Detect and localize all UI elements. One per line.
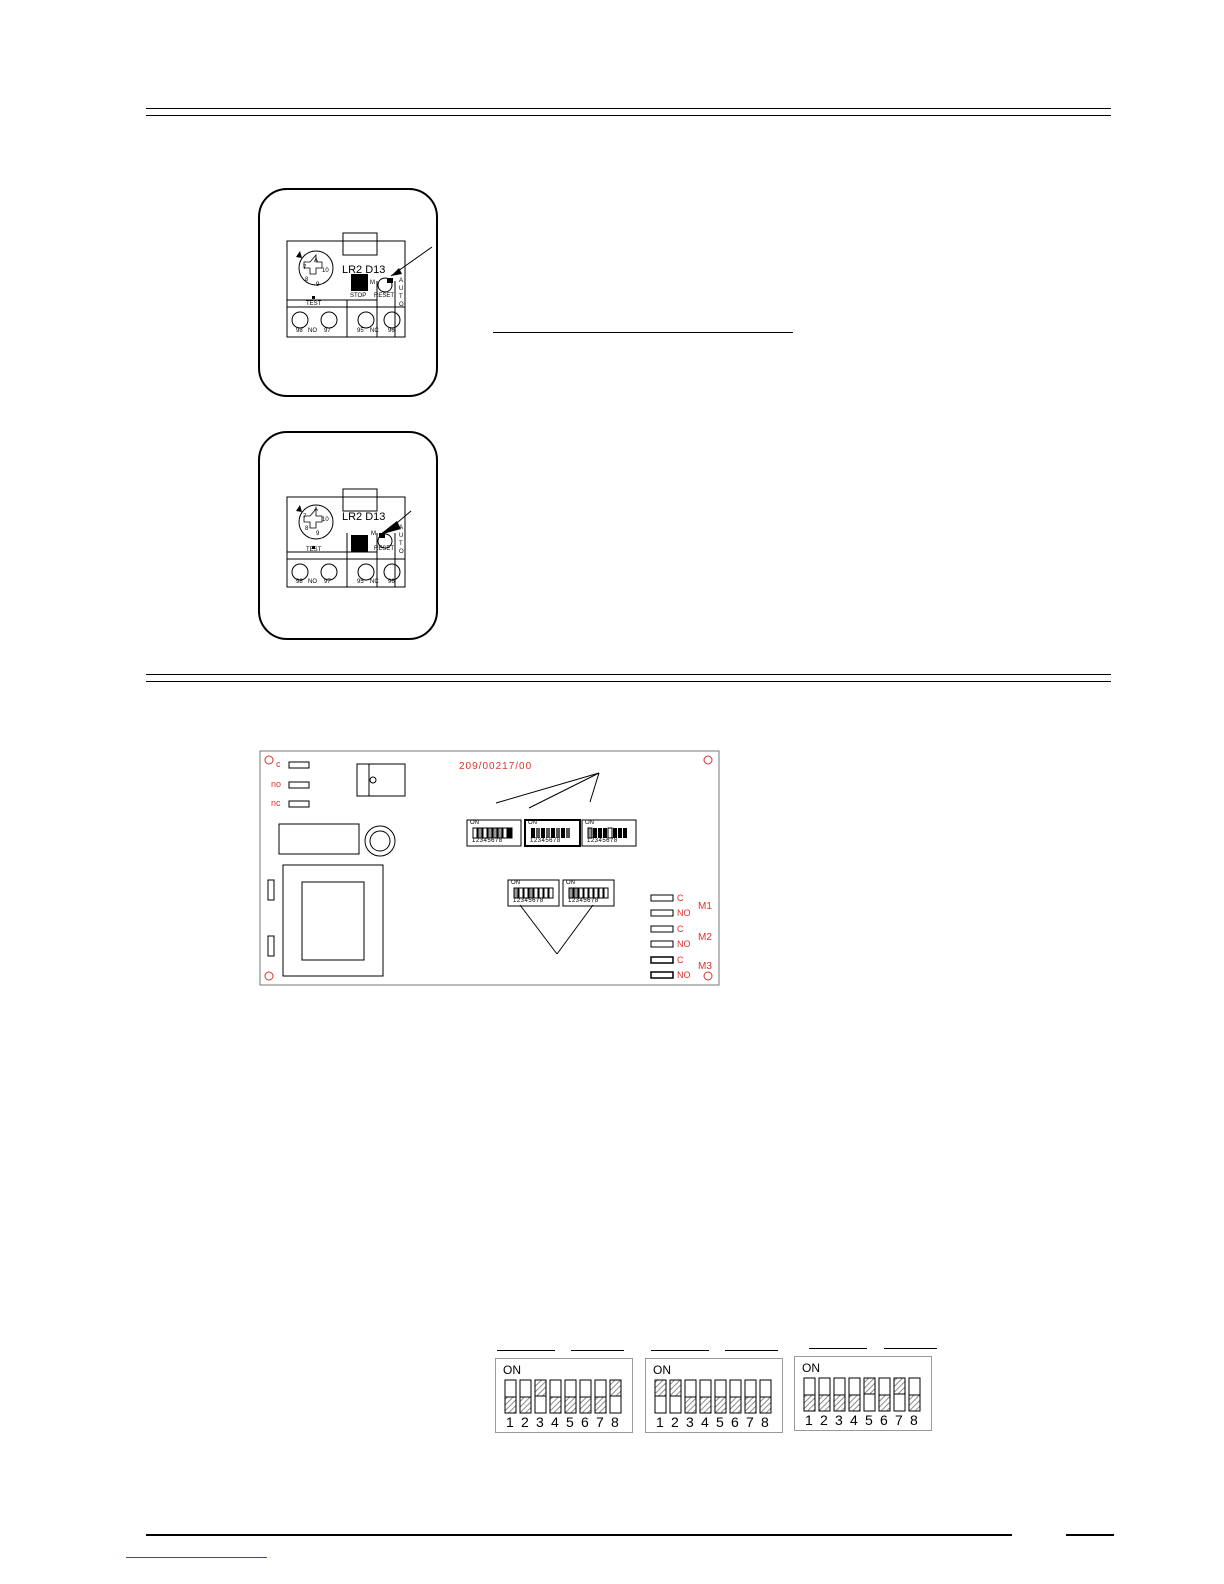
relay-model-label: LR2 D13 [342,264,386,276]
relay2-dial-7: 7 [303,514,307,520]
dip-3-number-8: 8 [910,1412,918,1428]
relay2-auto-u: U [399,533,404,539]
relay-terminal-95: 95 [357,328,364,334]
text-underline [493,332,793,333]
relay-auto-a: A [399,278,404,284]
dip-2-number-5: 5 [716,1414,724,1430]
dip-1-number-7: 7 [596,1414,604,1430]
relay2-auto-a: A [399,525,404,531]
dip-heading-line-4 [725,1350,778,1351]
relay2-terminal-97: 97 [324,579,331,585]
dip-heading-line-1 [497,1350,555,1351]
board-dip4-numbers: 12345678 [513,898,544,904]
board-group-m1: M1 [698,901,712,912]
relay-auto-t: T [399,294,403,300]
board-dip2-on: ON [528,820,537,826]
board-rc-5: C [677,955,684,965]
board-conn-c: c [276,759,281,769]
dip-1-toggle-4 [550,1380,561,1413]
dip-3-toggle-2 [819,1378,830,1411]
board-dip3-on: ON [585,820,594,826]
board-conn-no: no [271,779,282,789]
board-conn-nc: nc [271,798,281,808]
dip-1-number-2: 2 [521,1414,529,1430]
dip-1-on-label: ON [503,1363,521,1377]
dip-3-number-1: 1 [805,1412,813,1428]
mid-rule-1 [146,674,1111,675]
top-rule-2 [146,115,1111,116]
dip-1-number-4: 4 [551,1414,559,1430]
dip-1-toggle-1 [505,1380,516,1413]
relay-dial-10: 10 [322,268,329,274]
dip-1-number-5: 5 [566,1414,574,1430]
footer-rule-short [1066,1534,1114,1536]
relay-dial-a: A [314,258,319,264]
relay-terminal-97: 97 [324,328,331,334]
dip-2-number-2: 2 [671,1414,679,1430]
board-group-m2: M2 [698,932,712,943]
dip-2-toggle-4 [700,1380,711,1413]
dip-1-number-8: 8 [611,1414,619,1430]
dip-2-toggle-1 [655,1380,666,1413]
board-rc-3: C [677,924,684,934]
board-rc-1: C [677,893,684,903]
dip-3-on-label: ON [802,1361,820,1375]
dip-2-number-1: 1 [656,1414,664,1430]
dip-3-toggle-8 [909,1378,920,1411]
dip-2-number-6: 6 [731,1414,739,1430]
dip-3-number-7: 7 [895,1412,903,1428]
relay-dial-7: 7 [303,265,307,271]
dip-1-number-1: 1 [506,1414,514,1430]
dip-3-number-3: 3 [835,1412,843,1428]
board-dip2-numbers: 12345678 [530,838,561,844]
relay-terminal-96: 96 [388,328,395,334]
board-dip1-numbers: 12345678 [472,838,503,844]
board-group-m3: M3 [698,961,712,972]
relay-terminal-no: NO [308,328,317,334]
relay2-reset-label: RESET [374,546,395,552]
dip-2-toggle-6 [730,1380,741,1413]
relay-dial-8: 8 [305,277,309,283]
top-rule-1 [146,108,1111,109]
dip-2-toggle-2 [670,1380,681,1413]
dip-3-toggle-6 [879,1378,890,1411]
dip-1-toggle-2 [520,1380,531,1413]
relay2-dial-8: 8 [305,526,309,532]
relay-terminal-98: 98 [296,328,303,334]
relay-auto-o: O [399,302,404,308]
dip-heading-line-6 [884,1348,937,1349]
relay2-dial-a: A [314,507,319,513]
dip-switch-3 [794,1356,932,1431]
relay-auto-u: U [399,286,404,292]
relay2-test-label: TEST [306,547,322,553]
dip-3-toggle-1 [804,1378,815,1411]
relay2-m-label: M [371,531,376,537]
dip-1-toggle-5 [565,1380,576,1413]
relay-panel-2 [258,431,438,640]
relay2-dial-10: 10 [322,517,329,523]
dip-1-number-3: 3 [536,1414,544,1430]
board-dip1-on: ON [470,820,479,826]
dip-1-toggle-7 [595,1380,606,1413]
board-part-number: 209/00217/00 [459,761,533,772]
relay-dial-9: 9 [316,282,320,288]
dip-3-toggle-7 [894,1378,905,1411]
board-rc-2: NO [677,908,691,918]
dip-2-number-7: 7 [746,1414,754,1430]
board-rc-4: NO [677,939,691,949]
dip-2-number-8: 8 [761,1414,769,1430]
dip-3-toggle-5 [864,1378,875,1411]
dip-2-number-3: 3 [686,1414,694,1430]
relay2-terminal-95: 95 [357,579,364,585]
relay-reset-label: RESET [374,293,395,299]
relay2-auto-t: T [399,541,403,547]
board-rc-6: NO [677,970,691,980]
dip-3-number-2: 2 [820,1412,828,1428]
dip-heading-line-3 [651,1350,709,1351]
relay-test-label: TEST [306,301,322,307]
dip-2-on-label: ON [653,1363,671,1377]
dip-heading-line-5 [809,1348,867,1349]
board-dip5-numbers: 12345678 [568,898,599,904]
dip-2-toggle-7 [745,1380,756,1413]
relay2-terminal-98: 98 [296,579,303,585]
footer-link-underline[interactable] [126,1557,267,1558]
dip-2-toggle-3 [685,1380,696,1413]
dip-switch-1 [495,1358,633,1433]
mid-rule-2 [146,681,1111,682]
dip-3-number-6: 6 [880,1412,888,1428]
dip-3-number-4: 4 [850,1412,858,1428]
board-dip3-numbers: 12345678 [587,838,618,844]
relay2-terminal-no: NO [308,579,317,585]
circuit-board [259,750,720,986]
relay-stop-label: STOP [350,293,367,299]
dip-heading-line-2 [571,1350,624,1351]
dip-3-toggle-4 [849,1378,860,1411]
dip-1-number-6: 6 [581,1414,589,1430]
dip-3-toggle-3 [834,1378,845,1411]
dip-2-toggle-5 [715,1380,726,1413]
relay-terminal-nc: NC [370,328,379,334]
dip-2-number-4: 4 [701,1414,709,1430]
relay-panel-1 [258,188,438,397]
dip-2-toggle-8 [760,1380,771,1413]
relay2-terminal-nc: NC [370,579,379,585]
dip-switch-2 [645,1358,783,1433]
dip-1-toggle-3 [535,1380,546,1413]
footer-rule [146,1534,1012,1536]
dip-1-toggle-8 [610,1380,621,1413]
dip-3-number-5: 5 [865,1412,873,1428]
relay2-dial-9: 9 [316,531,320,537]
relay2-terminal-96: 96 [388,579,395,585]
board-dip4-on: ON [511,880,520,886]
relay2-stop-label: STOP [351,546,368,552]
board-dip5-on: ON [566,880,575,886]
relay2-auto-o: O [399,549,404,555]
dip-1-toggle-6 [580,1380,591,1413]
relay-m-label: M [370,280,375,286]
relay2-model-label: LR2 D13 [342,511,386,523]
